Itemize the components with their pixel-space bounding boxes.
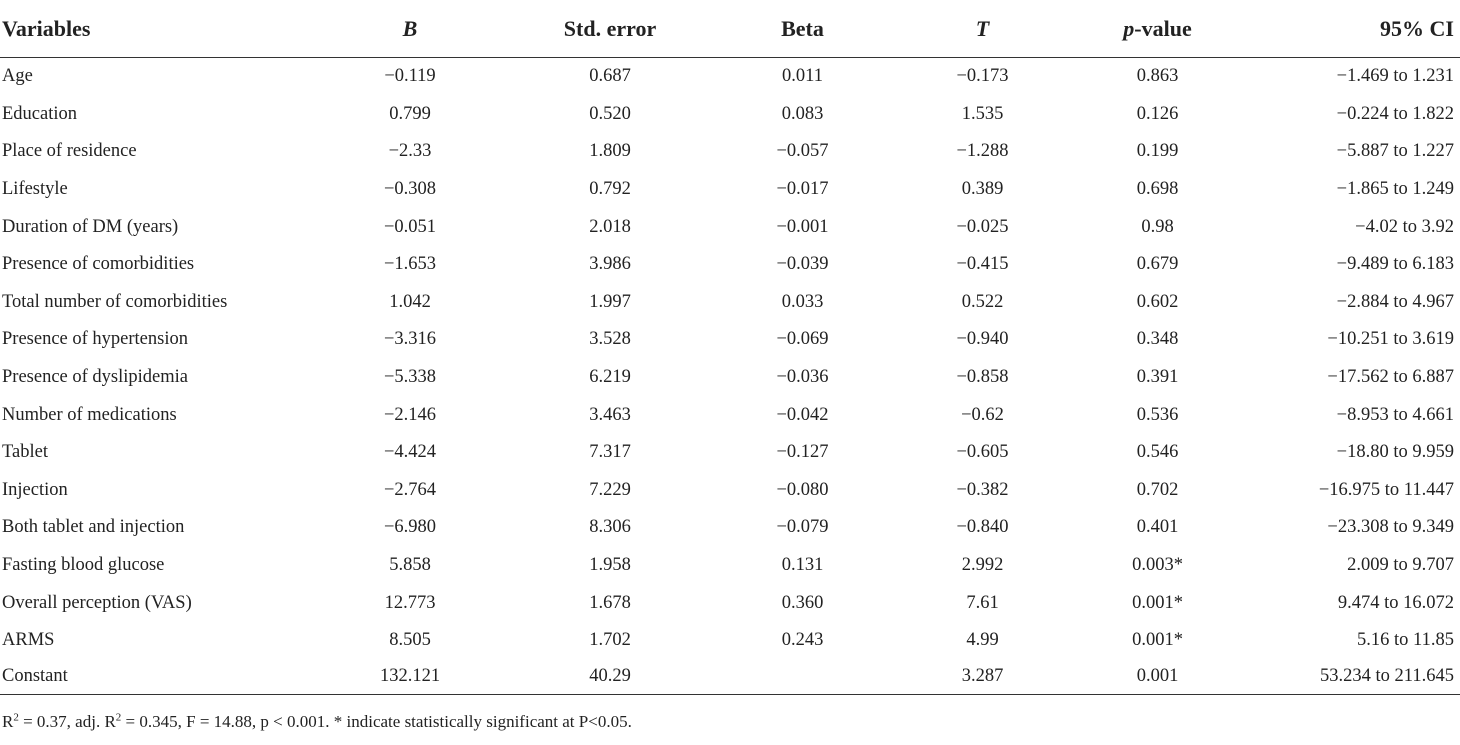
header-beta: Beta [710, 0, 895, 58]
footnote-rest: = 0.345, F = 14.88, p < 0.001. * indicate statistically significant at P<0.05. [121, 712, 632, 731]
cell-p-value: 0.401 [1136, 517, 1179, 538]
cell-ci: −5.887 to 1.227 [1336, 141, 1454, 162]
cell-beta: −0.069 [776, 329, 829, 350]
cell-ci: −1.469 to 1.231 [1336, 66, 1454, 87]
cell-p-value: 0.702 [1136, 479, 1179, 500]
header-variables: Variables [0, 0, 310, 58]
cell-p-value: 0.546 [1136, 442, 1179, 463]
cell-p-value: 0.698 [1136, 179, 1179, 200]
cell-b: 1.042 [389, 291, 431, 312]
cell-beta: −0.039 [776, 254, 829, 275]
table-row [0, 58, 1460, 96]
cell-b: −1.653 [383, 254, 437, 275]
cell-std-error: 0.687 [589, 66, 631, 87]
cell-variable: Presence of dyslipidemia [2, 367, 188, 388]
cell-variable: Tablet [2, 442, 48, 463]
cell-t: −0.62 [961, 404, 1004, 425]
cell-p-value: 0.602 [1136, 291, 1179, 312]
cell-ci: 53.234 to 211.645 [1245, 660, 1460, 695]
footnote-adj-sup: 2 [115, 711, 122, 724]
cell-variable: Total number of comorbidities [2, 291, 228, 312]
cell-beta: 0.083 [781, 103, 824, 124]
table-row [0, 622, 1460, 660]
cell-ci: −23.308 to 9.349 [1327, 517, 1454, 538]
cell-t: 4.99 [966, 630, 999, 651]
cell-t: 7.61 [966, 592, 999, 613]
cell-t: −0.173 [956, 66, 1009, 87]
cell-b: 12.773 [384, 592, 436, 613]
cell-t: −0.840 [956, 517, 1009, 538]
cell-t: 2.992 [961, 555, 1004, 576]
cell-beta: 0.033 [781, 291, 824, 312]
cell-b: 8.505 [389, 630, 431, 651]
cell-std-error: 6.219 [589, 367, 631, 388]
cell-beta: −0.042 [776, 404, 829, 425]
table-row [0, 434, 1460, 472]
cell-ci: 5.16 to 11.85 [1357, 630, 1454, 651]
cell-ci: −16.975 to 11.447 [1318, 479, 1454, 500]
cell-beta: −0.036 [776, 367, 829, 388]
footnote-r2-label: R [2, 712, 14, 731]
cell-p-value: 0.001 [1070, 660, 1245, 695]
table-row [0, 96, 1460, 134]
cell-variable: Injection [2, 479, 68, 500]
cell-t: −0.858 [956, 367, 1009, 388]
cell-std-error: 7.317 [589, 442, 631, 463]
cell-b: −6.980 [383, 517, 437, 538]
cell-t: −0.415 [956, 254, 1009, 275]
header-p-value [1070, 0, 1245, 58]
cell-std-error: 7.229 [589, 479, 631, 500]
cell-p-value: 0.391 [1136, 367, 1179, 388]
cell-variable: ARMS [2, 630, 55, 651]
cell-beta: 0.131 [781, 555, 824, 576]
footnote-r2-value: = 0.37, adj. R [18, 712, 116, 731]
cell-beta: −0.080 [776, 479, 829, 500]
cell-b: 132.121 [310, 660, 510, 695]
cell-std-error: 2.018 [589, 216, 631, 237]
cell-ci: 9.474 to 16.072 [1337, 592, 1454, 613]
cell-std-error: 1.809 [589, 141, 631, 162]
cell-beta: −0.001 [776, 216, 829, 237]
footnote-r2-sup: 2 [13, 711, 19, 724]
cell-variable: Lifestyle [2, 179, 68, 200]
cell-ci: −9.489 to 6.183 [1336, 254, 1454, 275]
cell-ci: 2.009 to 9.707 [1347, 555, 1454, 576]
cell-beta: 0.360 [781, 592, 824, 613]
cell-variable: Both tablet and injection [2, 517, 185, 538]
cell-b: −3.316 [383, 329, 437, 350]
cell-b: −5.338 [383, 367, 437, 388]
table-row [0, 171, 1460, 209]
cell-t: 1.535 [961, 103, 1004, 124]
cell-p-value: 0.001* [1132, 592, 1183, 613]
cell-ci: −1.865 to 1.249 [1336, 179, 1454, 200]
cell-variable: Duration of DM (years) [2, 216, 179, 237]
cell-t: −0.605 [956, 442, 1009, 463]
cell-t: 3.287 [895, 660, 1070, 695]
cell-beta: 0.243 [781, 630, 824, 651]
cell-std-error: 1.702 [589, 630, 631, 651]
cell-t: 0.389 [961, 179, 1004, 200]
cell-b: −2.33 [388, 141, 432, 162]
cell-std-error: 1.958 [589, 555, 631, 576]
cell-variable: Fasting blood glucose [2, 555, 165, 576]
cell-ci: −2.884 to 4.967 [1336, 291, 1454, 312]
table-row [0, 133, 1460, 171]
table-row [0, 472, 1460, 510]
cell-variable: Number of medications [2, 404, 177, 425]
cell-std-error: 0.792 [589, 179, 631, 200]
cell-std-error: 8.306 [589, 517, 631, 538]
cell-variable: Place of residence [2, 141, 137, 162]
cell-variable: Constant [0, 660, 310, 695]
cell-p-value: 0.863 [1136, 66, 1179, 87]
cell-ci: −0.224 to 1.822 [1336, 103, 1454, 124]
table-row [0, 284, 1460, 322]
cell-b: −2.764 [383, 479, 437, 500]
cell-p-value: 0.679 [1136, 254, 1179, 275]
table-row [0, 208, 1460, 246]
cell-b: −4.424 [383, 442, 437, 463]
header-t: T [895, 0, 1070, 58]
cell-ci: −10.251 to 3.619 [1327, 329, 1454, 350]
table-row [0, 660, 1460, 695]
cell-b: 0.799 [389, 103, 431, 124]
header-row [0, 0, 1460, 58]
cell-beta: −0.057 [776, 141, 829, 162]
table-row [0, 359, 1460, 397]
cell-std-error: 3.986 [589, 254, 631, 275]
table-header [0, 0, 1460, 58]
header-p-rest: -value [1134, 15, 1192, 41]
cell-std-error: 1.997 [589, 291, 631, 312]
cell-b: −0.119 [384, 66, 436, 87]
cell-ci: −8.953 to 4.661 [1336, 404, 1454, 425]
cell-std-error: 3.463 [589, 404, 631, 425]
cell-t: −0.940 [956, 329, 1009, 350]
table-row [0, 321, 1460, 359]
cell-std-error: 1.678 [589, 592, 631, 613]
cell-beta: −0.017 [776, 179, 829, 200]
header-b: B [310, 0, 510, 58]
header-ci: 95% CI [1245, 0, 1460, 58]
cell-t: −0.382 [956, 479, 1009, 500]
cell-p-value: 0.126 [1136, 103, 1179, 124]
cell-variable: Presence of comorbidities [2, 254, 195, 275]
table-row [0, 246, 1460, 284]
cell-variable: Overall perception (VAS) [2, 592, 192, 613]
cell-p-value: 0.003* [1132, 555, 1183, 576]
cell-p-value: 0.98 [1141, 216, 1174, 237]
table-row [0, 584, 1460, 622]
cell-beta: −0.079 [776, 517, 829, 538]
cell-variable: Education [2, 103, 78, 124]
table-footnote [2, 712, 632, 732]
cell-p-value: 0.199 [1136, 141, 1179, 162]
cell-p-value: 0.536 [1136, 404, 1179, 425]
cell-t: −1.288 [956, 141, 1009, 162]
cell-ci: −18.80 to 9.959 [1336, 442, 1454, 463]
cell-std-error: 3.528 [589, 329, 631, 350]
cell-std-error: 40.29 [510, 660, 710, 695]
cell-p-value: 0.001* [1132, 630, 1183, 651]
cell-beta [710, 660, 895, 695]
cell-b: −2.146 [383, 404, 437, 425]
cell-ci: −4.02 to 3.92 [1355, 216, 1454, 237]
cell-beta: −0.127 [776, 442, 829, 463]
cell-variable: Presence of hypertension [2, 329, 188, 350]
table-row [0, 547, 1460, 585]
header-p-italic: p [1123, 15, 1135, 41]
table-row [0, 509, 1460, 547]
cell-p-value: 0.348 [1136, 329, 1179, 350]
cell-std-error: 0.520 [589, 103, 631, 124]
cell-variable: Age [2, 66, 33, 87]
cell-b: 5.858 [389, 555, 431, 576]
cell-ci: −17.562 to 6.887 [1327, 367, 1454, 388]
cell-b: −0.051 [383, 216, 437, 237]
cell-t: 0.522 [961, 291, 1004, 312]
table-body [0, 58, 1460, 695]
cell-b: −0.308 [383, 179, 437, 200]
table-row [0, 396, 1460, 434]
cell-beta: 0.011 [782, 66, 823, 87]
cell-t: −0.025 [956, 216, 1009, 237]
header-std-error: Std. error [510, 0, 710, 58]
